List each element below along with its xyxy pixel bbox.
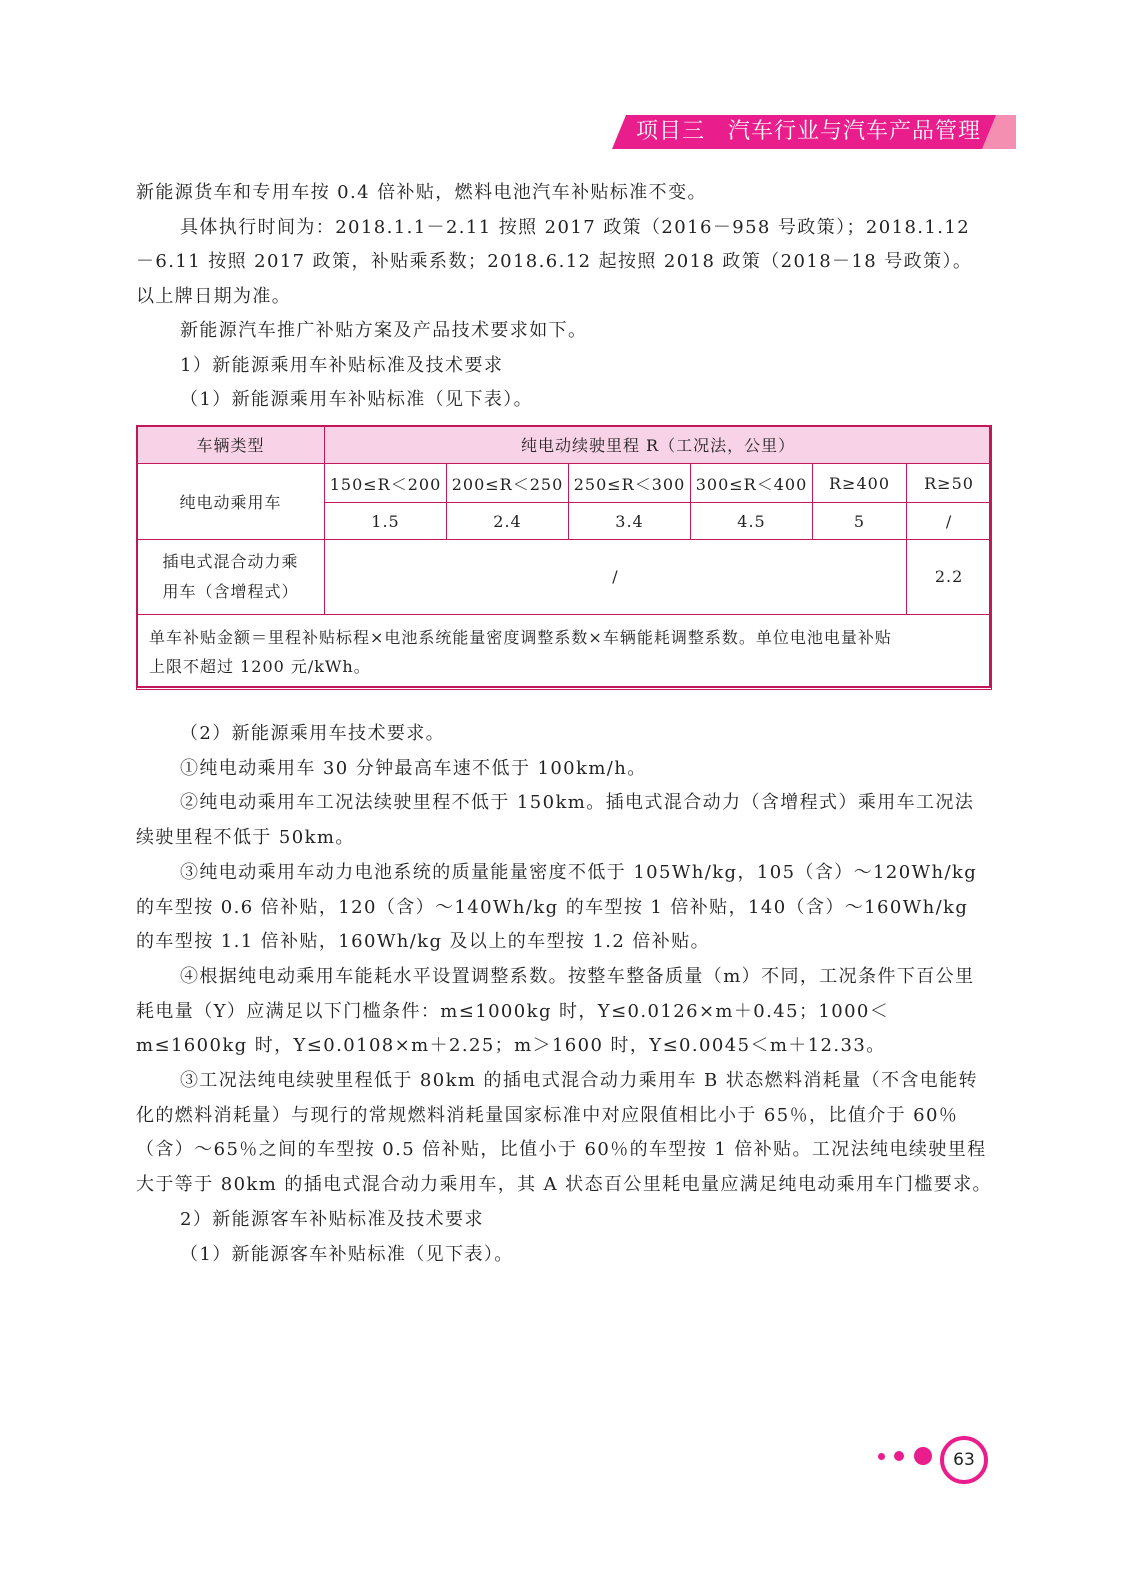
paragraph: 新能源汽车推广补贴方案及产品技术要求如下。 <box>180 320 588 341</box>
range-cell: 200≤R＜250 <box>447 464 569 503</box>
page-number: 63 <box>940 1436 988 1484</box>
table-header-range: 纯电动续驶里程 R（工况法，公里） <box>325 426 992 464</box>
decor-dot-small <box>878 1453 885 1460</box>
decor-dot-medium <box>894 1451 904 1461</box>
table-footnote <box>137 615 992 690</box>
phev-value-cell: 2.2 <box>907 540 992 615</box>
paragraph: ③纯电动乘用车动力电池系统的质量能量密度不低于 105Wh/kg，105（含）～120Wh/kg 的车型按 0.6 倍补贴，120（含）～140Wh/kg 的车型按 1 倍补贴，140（含）～160Wh/kg 的车型按 1.1 倍补贴，160Wh/kg 及以上的车型按 1.2 倍补贴。 <box>136 861 978 953</box>
value-cell: 3.4 <box>569 503 691 540</box>
paragraph: ②纯电动乘用车工况法续驶里程不低于 150km。插电式混合动力（含增程式）乘用车工况法续驶里程不低于 50km。 <box>136 792 975 849</box>
decor-dot-large <box>914 1447 932 1465</box>
subsidy-table-wrap <box>136 425 991 688</box>
footnote-line1: 单车补贴金额＝里程补贴标程×电池系统能量密度调整系数×车辆能耗调整系数。单位电池电量补贴 <box>149 628 892 647</box>
body-text-top <box>136 176 992 418</box>
paragraph: ④根据纯电动乘用车能耗水平设置调整系数。按整车整备质量（m）不同，工况条件下百公里耗电量（Y）应满足以下门槛条件：m≤1000kg 时，Y≤0.0126×m＋0.45；1000＜m≤1600kg 时，Y≤0.0108×m＋2.25；m＞1600 时，Y≤0.0045＜m＋12.33。 <box>136 965 975 1057</box>
section-heading: 2）新能源客车补贴标准及技术要求 <box>180 1208 484 1230</box>
value-cell: 1.5 <box>325 503 447 540</box>
paragraph: 以上牌日期为准。 <box>136 285 292 307</box>
row-label-bev: 纯电动乘用车 <box>137 464 325 540</box>
range-cell: R≥50 <box>907 464 992 503</box>
row-label-phev-line2: 用车（含增程式） <box>162 582 299 601</box>
row-label-phev <box>137 540 325 615</box>
value-cell: 5 <box>813 503 907 540</box>
paragraph: 新能源货车和专用车按 0.4 倍补贴，燃料电池汽车补贴标准不变。 <box>136 182 707 203</box>
value-cell: 4.5 <box>691 503 813 540</box>
subsection-heading: （1）新能源乘用车补贴标准（见下表）。 <box>180 389 534 410</box>
subsection-heading: （2）新能源乘用车技术要求。 <box>180 723 446 744</box>
paragraph: ③工况法纯电续驶里程低于 80km 的插电式混合动力乘用车 B 状态燃料消耗量（不含电能转化的燃料消耗量）与现行的常规燃料消耗量国家标准中对应限值相比小于 65％，比值介于 60％（含）～65％之间的车型按 0.5 倍补贴，比值小于 60％的车型按 1 倍补贴。工况法纯电续驶里程大于等于 80km 的插电式混合动力乘用车，其 A 状态百公里耗电量应满足纯电动乘用车门槛要求。 <box>136 1070 992 1196</box>
range-cell: 150≤R＜200 <box>325 464 447 503</box>
row-label-phev-line1: 插电式混合动力乘 <box>162 552 299 571</box>
page-number-badge <box>874 1434 994 1486</box>
header-title: 项目三 汽车行业与汽车产品管理 <box>636 119 982 144</box>
paragraph: －6.11 按照 2017 政策，补贴乘系数；2018.6.12 起按照 2018 政策（2018－18 号政策）。 <box>136 251 973 272</box>
range-cell: R≥400 <box>813 464 907 503</box>
subsidy-table <box>136 425 992 690</box>
subsection-heading: （1）新能源客车补贴标准（见下表）。 <box>180 1243 514 1265</box>
paragraph: ①纯电动乘用车 30 分钟最高车速不低于 100km/h。 <box>180 757 647 779</box>
paragraph: 具体执行时间为：2018.1.1－2.11 按照 2017 政策（2016－958 号政策）；2018.1.12 <box>180 216 971 238</box>
phev-span-cell: / <box>325 540 907 615</box>
value-cell: / <box>907 503 992 540</box>
footnote-line2: 上限不超过 1200 元/kWh。 <box>149 657 371 676</box>
table-header-vehicle-type: 车辆类型 <box>137 426 325 464</box>
section-heading: 1）新能源乘用车补贴标准及技术要求 <box>180 354 504 376</box>
range-cell: 300≤R＜400 <box>691 464 813 503</box>
range-cell: 250≤R＜300 <box>569 464 691 503</box>
body-text-bottom <box>136 717 992 1272</box>
value-cell: 2.4 <box>447 503 569 540</box>
